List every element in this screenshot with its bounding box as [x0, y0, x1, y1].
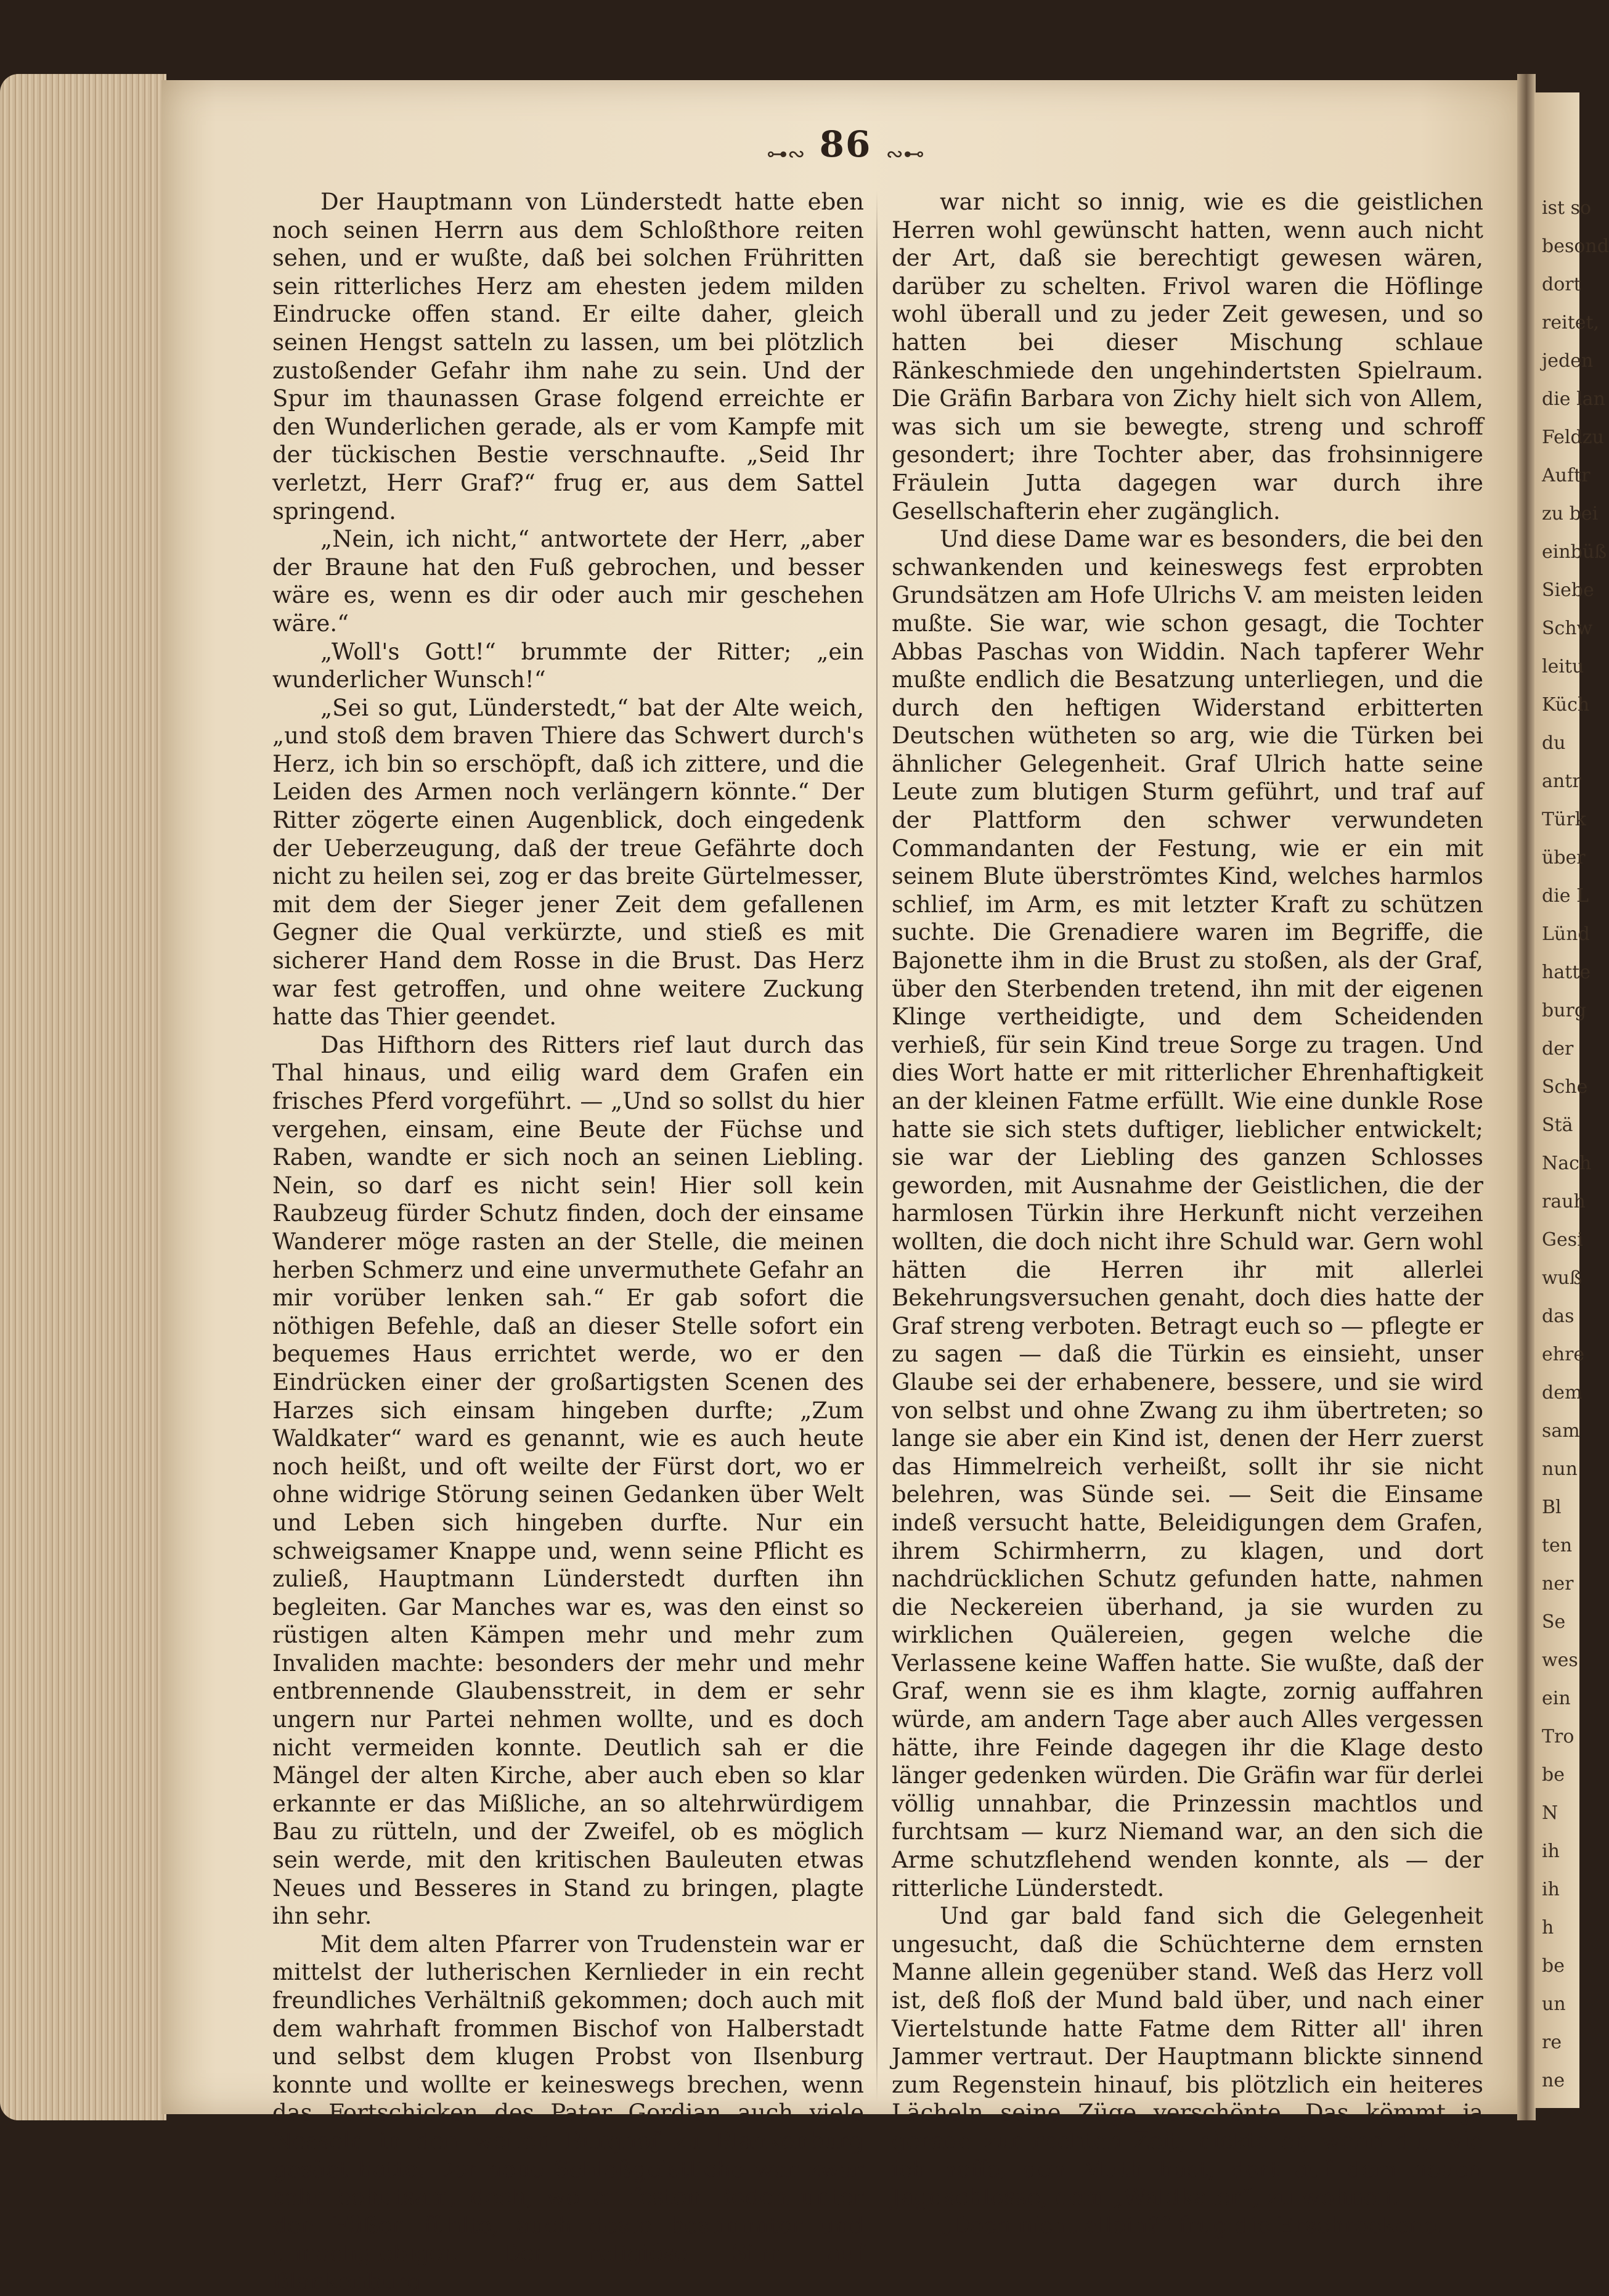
adjacent-page-word: burg — [1542, 1000, 1587, 1021]
text-column-right — [892, 188, 1483, 2239]
adjacent-page-word: Sche — [1542, 1076, 1588, 1098]
adjacent-page-word: Tro — [1542, 1726, 1574, 1747]
adjacent-page-word: hatte — [1542, 962, 1591, 983]
adjacent-page-word: Stä — [1542, 1114, 1573, 1136]
adjacent-page-word: Türk — [1542, 809, 1586, 830]
adjacent-page-word: wuß — [1542, 1267, 1583, 1289]
adjacent-page-word: die lan — [1542, 388, 1605, 410]
adjacent-page-word: besond — [1542, 235, 1609, 257]
paragraph: „Nein, ich nicht,“ antwortete der Herr, „aber der Braune hat den Fuß gebrochen, und besser wäre es, wenn es dir oder auch mir geschehen wäre.“ — [272, 526, 864, 637]
book-page — [161, 80, 1530, 2295]
adjacent-page-word: nun — [1542, 1458, 1578, 1480]
paragraph: Mit dem alten Pfarrer von Trudenstein war er mittelst der lutherischen Kernlieder in ein recht freundliches Verhältniß gekommen; doch auch mit dem wahrhaft frommen Bischof von Halberstadt und selbst dem klugen Probst von Ilsenburg konnte und wollte er keineswegs brechen, wenn das Fortschicken des Pater Gordian auch viele Nesseln in den weiten Burghof zu Blankenburg gesäet hatte. Der neue Schloßgeistliche war zwar sehr behutsam, doch, wo er festen Boden unter den Füßen fühlte, auch desto bestimmter und unnachgiebiger. Der religiöse Sinn auf Blankenburg — [272, 1930, 864, 2295]
adjacent-page-word: Küch — [1542, 694, 1590, 716]
adjacent-page-word: zu bei — [1542, 503, 1599, 525]
adjacent-page-fragment — [1534, 92, 1609, 2108]
paragraph: Und gar bald fand sich die Gelegenheit ungesucht, daß die Schüchterne dem ernsten Manne allein gegenüber stand. Weß das Herz voll ist, deß floß der Mund bald über, und nach einer Viertelstunde hatte Fatme dem Ritter all' ihren Jammer vertraut. Der Hauptmann blickte sinnend zum Regenstein hinauf, bis plötzlich ein heiteres Lächeln seine Züge verschönte. Das kömmt ja gerade zur rechten Zeit, nickte er, wenn du, wie ich hoffe, den Muth hast, dort auf dem neuen Jagdschlosse, dem „Waldkater“, zu wohnen. — [892, 1903, 1483, 2211]
adjacent-page-word: dem — [1542, 1382, 1583, 1403]
adjacent-page-word: Schw — [1542, 618, 1593, 639]
paragraph: „Sei so gut, Lünderstedt,“ bat der Alte weich, „und stoß dem braven Thiere das Schwert durch's Herz, ich bin so erschöpft, daß ich zittere, und die Leiden des Armen noch verlängern könnte.“ Der Ritter zögerte einen Augenblick, doch eingedenk der Ueberzeugung, daß der treue Gefährte doch nicht zu heilen sei, zog er das breite Gürtelmesser, mit dem der Sieger jener Zeit dem gefallenen Gegner die Qual verkürzte, und stieß es mit sicherer Hand dem Rosse in die Brust. Das Herz war fest getroffen, und ohne weitere Zuckung hatte das Thier geendet. — [272, 694, 864, 1031]
adjacent-page-word: Feldzu — [1542, 427, 1604, 448]
paragraph: „Woll's Gott!“ brummte der Ritter; „ein wunderlicher Wunsch!“ — [272, 638, 864, 693]
adjacent-page-word: dort — [1542, 274, 1581, 295]
adjacent-page-word: h — [1542, 1917, 1554, 1939]
adjacent-page-word: über — [1542, 847, 1586, 868]
adjacent-page-word: ein — [1542, 1688, 1571, 1709]
page-header — [161, 123, 1530, 166]
adjacent-page-word: ten — [1542, 1535, 1573, 1556]
adjacent-page-word: un — [1542, 1993, 1566, 2015]
adjacent-page-word: sam — [1542, 1420, 1580, 1442]
adjacent-page-word: Gesi — [1542, 1229, 1583, 1251]
adjacent-page-word: ih — [1542, 1840, 1560, 1862]
adjacent-page-word: be — [1542, 1764, 1565, 1786]
adjacent-page-word: leitu — [1542, 656, 1584, 677]
page-number: 86 — [819, 123, 872, 165]
adjacent-page-word: ne — [1542, 2070, 1565, 2091]
text-column-left — [272, 188, 864, 2296]
adjacent-page-word: einbüß — [1542, 541, 1607, 563]
paragraph: Und diese Dame war es besonders, die bei den schwankenden und keineswegs fest erprobten Grundsätzen am Hofe Ulrichs V. am meisten leiden mußte. Sie war, wie schon gesagt, die Tochter Abbas Paschas von Widdin. Nach tapferer Wehr mußte endlich die Besatzung unterliegen, und die durch den heftigen Widerstand erbitterten Deutschen wütheten so arg, wie die Türken bei ähnlicher Gelegenheit. Graf Ulrich hatte seine Leute zum blutigen Sturm geführt, und traf auf der Plattform den schwer verwundeten Commandanten der Festung, wie er ein mit seinem Blute überströmtes Kind, welches harmlos schlief, im Arm, es mit letzter Kraft zu schützen suchte. Die Grenadiere waren im Begriffe, die Bajonette ihm in die Brust zu stoßen, als der Graf, über den Sterbenden tretend, ihn mit der eigenen Klinge vertheidigte, und dem Scheidenden verhieß, für sein Kind treue Sorge zu tragen. Und dies Wort hatte er mit ritterlicher Ehrenhaftigkeit an der kleinen Fatme erfüllt. Wie eine dunkle Rose hatte sie sich stets duftiger, lieblicher entwickelt; sie war der Liebling des ganzen Schlosses geworden, mit Ausnahme der Geistlichen, die der harmlosen Türkin ihre Herkunft nicht verzeihen wollten, die doch nicht ihre Schuld war. Gern wohl hätten die Herren ihr mit allerlei Bekehrungsversuchen genaht, doch dies hatte der Graf streng verboten. Betragt euch so — pflegte er zu sagen — daß die Türkin es einsieht, unser Glaube sei der erhabenere, bessere, und sie wird von selbst und ohne Zwang zu ihm übertreten; so lange sie aber ein Kind ist, denen der Herr zuerst das Himmelreich verheißt, sollt ihr sie nicht belehren, was Sünde sei. — Seit die Einsame indeß versucht hatte, Beleidigungen dem Grafen, ihrem Schirmherrn, zu klagen, und dort nachdrücklichen Schutz gefunden hatte, nahmen die Neckereien überhand, ja sie wurden zu wirklichen Quälereien, gegen welche die Verlassene keine Waffen hatte. Sie wußte, daß der Graf, wenn sie es ihm klagte, zornig auffahren würde, am andern Tage aber auch Alles vergessen hätte, ihre Feinde dagegen ihr die Klage desto länger gedenken würden. Die Gräfin war für derlei völlig unnahbar, die Prinzessin machtlos und furchtsam — kurz Niemand war, an den sich die Arme schutzflehend wenden konnte, als — der ritterliche Lünderstedt. — [892, 526, 1483, 1902]
adjacent-page-word: Auftr — [1542, 465, 1591, 486]
paragraph: war nicht so innig, wie es die geistlichen Herren wohl gewünscht hatten, wenn auch nicht der Art, daß sie berechtigt gewesen wären, darüber zu schelten. Frivol waren die Höflinge wohl überall und zu jeder Zeit gewesen, und so hatten bei dieser Mischung schlaue Ränkeschmiede den ungehindertsten Spielraum. Die Gräfin Barbara von Zichy hielt sich von Allem, was sich um sie bewegte, streng und schroff gesondert; ihre Tochter aber, das frohsinnigere Fräulein Jutta dagegen war durch ihre Gesellschafterin eher zugänglich. — [892, 189, 1483, 525]
adjacent-page-word: die L — [1542, 885, 1589, 907]
paragraph: „Doch nicht allein?“ frug die Erschrockene. — [940, 2212, 1444, 2239]
book-gutter — [1517, 74, 1536, 2120]
column-divider — [876, 191, 878, 2102]
adjacent-page-word: Se — [1542, 1611, 1566, 1633]
adjacent-page-word: du — [1542, 732, 1566, 754]
adjacent-page-word: Bl — [1542, 1497, 1562, 1518]
adjacent-page-word: be — [1542, 1955, 1565, 1977]
adjacent-page-word: Nach — [1542, 1153, 1592, 1174]
adjacent-page-word: Siebe — [1542, 579, 1594, 601]
adjacent-page-word: re — [1542, 2032, 1562, 2053]
ornament-left-icon: ⊶∾ — [767, 141, 805, 166]
adjacent-page-word: der — [1542, 1038, 1574, 1060]
adjacent-page-word: ner — [1542, 1573, 1574, 1595]
adjacent-page-word: wes — [1542, 1649, 1578, 1671]
adjacent-page-word: ist so — [1542, 197, 1592, 219]
adjacent-page-word: ehre — [1542, 1344, 1585, 1365]
adjacent-page-word: reitet, — [1542, 312, 1600, 333]
ornament-right-icon: ∾⊷ — [886, 141, 924, 166]
adjacent-page-word: jeden — [1542, 350, 1594, 372]
page-stack-edge — [0, 74, 166, 2120]
adjacent-page-word: antr — [1542, 770, 1581, 792]
paragraph: Der Hauptmann von Lünderstedt hatte eben noch seinen Herrn aus dem Schloßthore reiten sehen, und er wußte, daß bei solchen Frühritten sein ritterliches Herz am ehesten jedem milden Eindrucke offen stand. Er eilte daher, gleich seinen Hengst satteln zu lassen, um bei plötzlich zustoßender Gefahr ihm nahe zu sein. Und der Spur im thaunassen Grase folgend erreichte er den Wunderlichen gerade, als er vom Kampfe mit der tückischen Bestie verschnaufte. „Seid Ihr verletzt, Herr Graf?“ frug er, aus dem Sattel springend. — [272, 189, 864, 525]
adjacent-page-word: rauh — [1542, 1191, 1586, 1212]
adjacent-page-word: N — [1542, 1802, 1558, 1824]
adjacent-page-word: Lünd — [1542, 923, 1590, 945]
adjacent-page-word: ih — [1542, 1879, 1560, 1900]
paragraph: Das Hifthorn des Ritters rief laut durch das Thal hinaus, und eilig ward dem Grafen ein frisches Pferd vorgeführt. — „Und so sollst du hier vergehen, einsam, eine Beute der Füchse und Raben, wandte er sich noch an seinen Liebling. Nein, so darf es nicht sein! Hier soll kein Raubzeug fürder Schutz finden, doch der einsame Wanderer möge rasten an der Stelle, die meinen herben Schmerz und eine unvermuthete Gefahr an mir vorüber lenken sah.“ Er gab sofort die nöthigen Befehle, daß an dieser Stelle sofort ein bequemes Haus errichtet werde, wo er den Eindrücken einer der großartigsten Scenen des Harzes sich einsam hingeben durfte; „Zum Waldkater“ ward es genannt, wie es auch heute noch heißt, und oft weilte der Fürst dort, wo er ohne widrige Störung seinen Gedanken über Welt und Leben sich hingeben durfte. Nur ein schweigsamer Knappe und, wenn seine Pflicht es zuließ, Hauptmann Lünderstedt durften ihn begleiten. Gar Manches war es, was den einst so rüstigen alten Kämpen mehr und mehr zum Invaliden machte: besonders der mehr und mehr entbrennende Glaubensstreit, in dem er sehr ungern nur Partei nehmen wollte, und es doch nicht vermeiden konnte. Deutlich sah er die Mängel der alten Kirche, aber auch eben so klar erkannte er das Mißliche, an so altehrwürdigem Bau zu rütteln, und der Zweifel, ob es möglich sein werde, mit den kritischen Bauleuten etwas Neues und Besseres in Stand zu bringen, plagte ihn sehr. — [272, 1031, 864, 1930]
adjacent-page-word: das — [1542, 1305, 1574, 1327]
